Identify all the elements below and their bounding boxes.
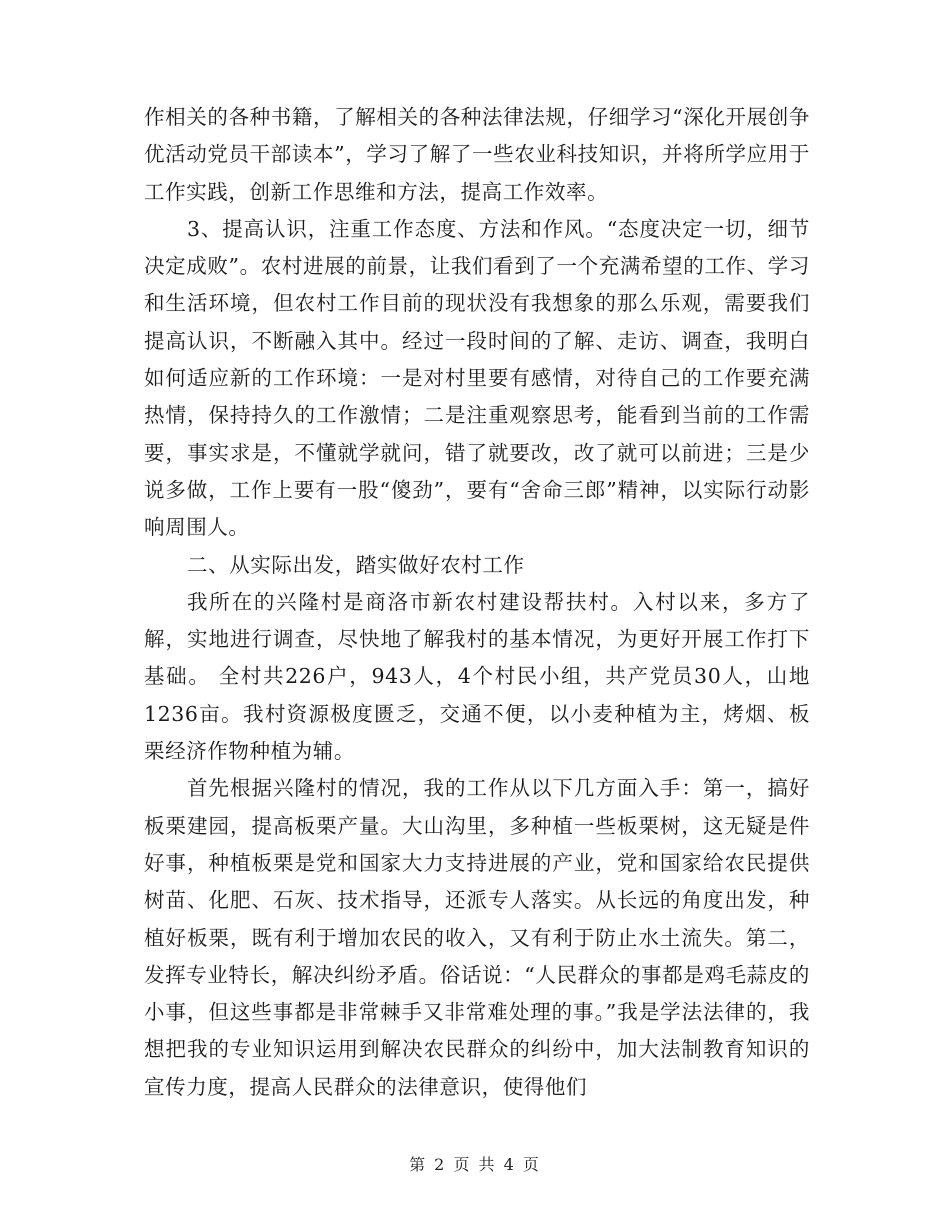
document-body [144, 99, 810, 1106]
paragraph-continuation: 作相关的各种书籍，了解相关的各种法律法规，仔细学习“深化开展创争优活动党员干部读本”，学习了解了一些农业科技知识，并将所学应用于工作实践，创新工作思维和方法，提高工作效率。 [144, 105, 810, 204]
section-heading: 二、从实际出发，踏实做好农村工作 [187, 552, 525, 577]
page-footer: 第 2 页 共 4 页 [409, 1155, 541, 1174]
paragraph-work-plan: 首先根据兴隆村的情况，我的工作从以下几方面入手：第一，搞好板栗建园，提高板栗产量。大山沟里，多种植一些板栗树，这无疑是件好事，种植板栗是党和国家大力支持进展的产业，党和国家给农民提供树苗、化肥、石灰、技术指导，还派专人落实。从长远的角度出发，种植好板栗，既有利于增加农民的收入，又有利于防止水土流失。第二，发挥专业特长，解决纠纷矛盾。俗话说：“人民群众的事都是鸡毛蒜皮的小事，但这些事都是非常棘手又非常难处理的事。”我是学法法律的，我想把我的专业知识运用到解决农民群众的纠纷中，加大法制教育知识的宣传力度，提高人民群众的法律意识，使得他们 [144, 776, 810, 1099]
paragraph-item-3: 3、提高认识，注重工作态度、方法和作风。“态度决定一切，细节决定成败”。农村进展的前景，让我们看到了一个充满希望的工作、学习和生活环境，但农村工作目前的现状没有我想象的那么乐观，需要我们提高认识，不断融入其中。经过一段时间的了解、走访、调查，我明白如何适应新的工作环境：一是对村里要有感情，对待自己的工作要充满热情，保持持久的工作激情；二是注重观察思考，能看到当前的工作需要，事实求是，不懂就学就问，错了就要改，改了就可以前进；三是少说多做，工作上要有一股“傻劲”，要有“舍命三郎”精神，以实际行动影响周围人。 [144, 216, 810, 540]
paragraph-village-info: 我所在的兴隆村是商洛市新农村建设帮扶村。入村以来，多方了解，实地进行调查，尽快地了解我村的基本情况，为更好开展工作打下基础。 全村共226户，943人，4个村民小组，共产党员30人，山地1236亩。我村资源极度匮乏，交通不便，以小麦种植为主，烤烟、板栗经济作物种植为辅。 [144, 589, 810, 764]
